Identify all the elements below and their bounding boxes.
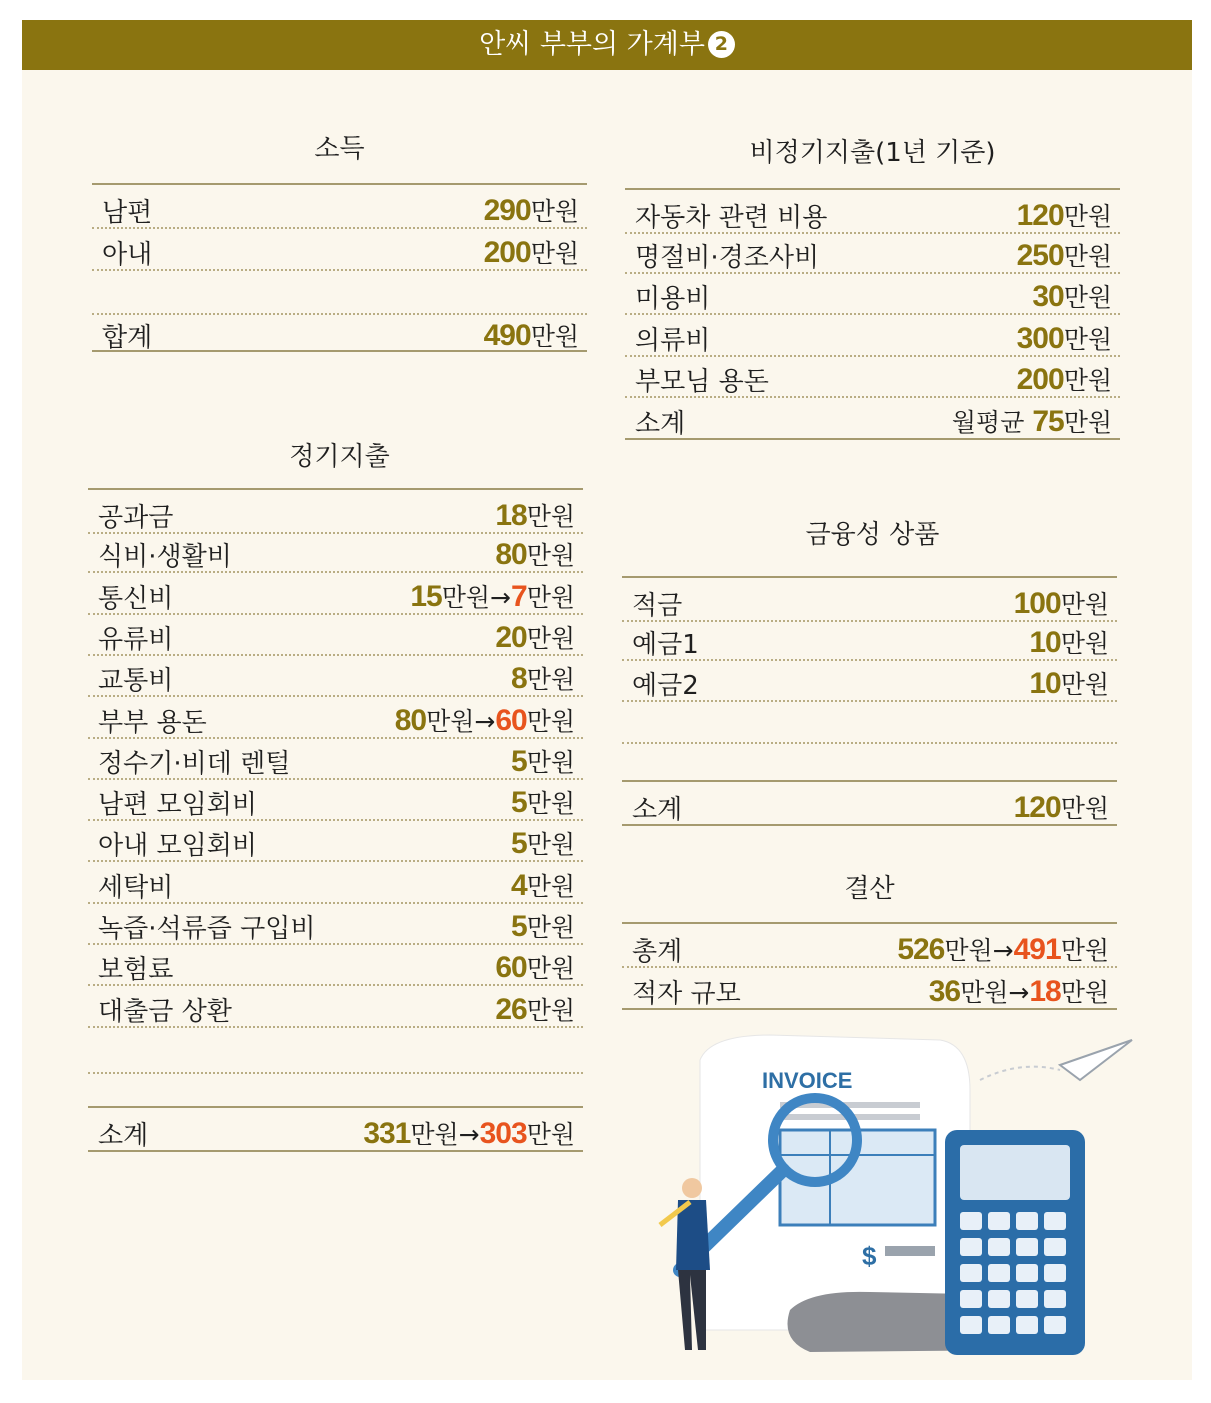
subtotal-value: 331만원→303만원 xyxy=(363,1117,575,1150)
regular-subtotal-row xyxy=(88,1106,583,1152)
row-label: 유류비 xyxy=(98,624,174,655)
row-label: 예금1 xyxy=(632,630,699,660)
row-label: 아내 모임회비 xyxy=(98,831,257,862)
financial-empty-row xyxy=(622,700,1117,744)
row-label: 식비·생활비 xyxy=(98,542,232,573)
subtotal-label: 소계 xyxy=(98,1121,149,1151)
row-value: 5만원 xyxy=(511,744,575,778)
calculator-screen xyxy=(960,1145,1070,1200)
regular-heading: 정기지출 xyxy=(289,442,390,472)
row-value: 300만원 xyxy=(1016,321,1112,355)
row-value: 20만원 xyxy=(495,620,575,654)
list-item xyxy=(88,488,583,534)
settlement-row xyxy=(622,922,1117,968)
list-item xyxy=(622,576,1117,622)
dollar-icon: $ xyxy=(862,1241,877,1271)
income-row xyxy=(92,227,587,271)
list-item xyxy=(622,617,1117,661)
list-item xyxy=(625,188,1120,234)
row-value: 200만원 xyxy=(483,236,579,269)
list-item xyxy=(625,230,1120,274)
subtotal-value: 120만원 xyxy=(1013,791,1109,824)
row-value: 80만원 xyxy=(495,538,575,572)
list-item xyxy=(88,695,583,739)
total-label: 합계 xyxy=(102,323,153,353)
row-value: 5만원 xyxy=(511,786,575,820)
row-label: 통신비 xyxy=(98,583,174,614)
list-item xyxy=(88,901,583,945)
list-item xyxy=(625,271,1120,315)
row-value: 30만원 xyxy=(1032,280,1112,314)
row-label: 아내 xyxy=(102,240,153,270)
list-item xyxy=(88,612,583,656)
invoice-illustration xyxy=(640,1030,1140,1375)
amount-bar xyxy=(885,1246,935,1256)
row-value: 10만원 xyxy=(1029,626,1109,659)
row-label: 남편 xyxy=(102,198,153,228)
page-title: 안씨 부부의 가계부 xyxy=(479,29,705,60)
row-value: 120만원 xyxy=(1016,199,1112,232)
row-label: 명절비·경조사비 xyxy=(635,242,820,273)
row-label: 부부 용돈 xyxy=(98,707,207,738)
row-label: 적금 xyxy=(632,591,683,621)
subtotal-label: 소계 xyxy=(632,795,683,825)
row-value: 100만원 xyxy=(1013,587,1109,620)
row-value: 200만원 xyxy=(1016,363,1112,397)
businessman-figure xyxy=(660,1178,710,1350)
row-label: 공과금 xyxy=(98,503,174,533)
row-value: 36만원→18만원 xyxy=(928,975,1109,1008)
regular-empty-row xyxy=(88,1030,583,1074)
list-item xyxy=(88,860,583,904)
income-total-row xyxy=(92,310,587,352)
subtotal-value: 월평균 75만원 xyxy=(951,405,1112,438)
list-item xyxy=(625,354,1120,398)
income-row xyxy=(92,183,587,229)
title-banner xyxy=(22,20,1192,70)
row-value: 250만원 xyxy=(1016,238,1112,272)
list-item xyxy=(625,313,1120,357)
list-item xyxy=(88,818,583,862)
row-label: 녹즙·석류즙 구입비 xyxy=(98,914,316,944)
row-value: 26만원 xyxy=(495,992,575,1026)
row-value: 4만원 xyxy=(511,868,575,902)
title-number-badge: 2 xyxy=(708,31,735,58)
row-value: 15만원→7만원 xyxy=(410,579,575,613)
list-item xyxy=(88,777,583,821)
list-item xyxy=(88,942,583,986)
paper-plane-icon xyxy=(1060,1040,1132,1080)
list-item xyxy=(88,984,583,1028)
row-label: 미용비 xyxy=(635,284,711,315)
row-label: 교통비 xyxy=(98,666,174,697)
financial-subtotal-row xyxy=(622,780,1117,826)
row-value: 10만원 xyxy=(1029,667,1109,700)
row-label: 총계 xyxy=(632,937,683,967)
invoice-text: INVOICE xyxy=(762,1068,853,1093)
list-item xyxy=(88,653,583,697)
row-label: 예금2 xyxy=(632,671,699,701)
income-empty-row xyxy=(92,271,587,315)
row-label: 대출금 상환 xyxy=(98,996,232,1027)
total-value: 490만원 xyxy=(483,319,579,352)
row-value: 18만원 xyxy=(495,499,575,532)
list-item xyxy=(88,736,583,780)
row-value: 8만원 xyxy=(511,662,575,696)
row-label: 세탁비 xyxy=(98,872,174,903)
row-value: 60만원 xyxy=(495,951,575,985)
list-item xyxy=(622,658,1117,702)
subtotal-label: 소계 xyxy=(635,409,686,439)
row-value: 5만원 xyxy=(511,910,575,943)
row-label: 보험료 xyxy=(98,955,174,986)
row-label: 부모님 용돈 xyxy=(635,367,769,398)
list-item xyxy=(88,529,583,573)
financial-heading: 금융성 상품 xyxy=(805,520,940,550)
row-value: 526만원→491만원 xyxy=(897,933,1109,966)
row-label: 의류비 xyxy=(635,325,711,356)
irregular-subtotal-row xyxy=(625,396,1120,440)
row-value: 290만원 xyxy=(483,194,579,227)
income-heading: 소득 xyxy=(314,134,365,164)
row-value: 5만원 xyxy=(511,827,575,861)
row-label: 자동차 관련 비용 xyxy=(635,203,828,233)
row-label: 정수기·비데 렌털 xyxy=(98,748,291,779)
row-label: 적자 규모 xyxy=(632,979,741,1009)
settlement-row xyxy=(622,966,1117,1010)
row-label: 남편 모임회비 xyxy=(98,790,257,821)
settlement-heading: 결산 xyxy=(844,874,895,904)
row-value: 80만원→60만원 xyxy=(394,703,575,737)
list-item xyxy=(88,571,583,615)
irregular-heading: 비정기지출(1년 기준) xyxy=(749,138,996,168)
